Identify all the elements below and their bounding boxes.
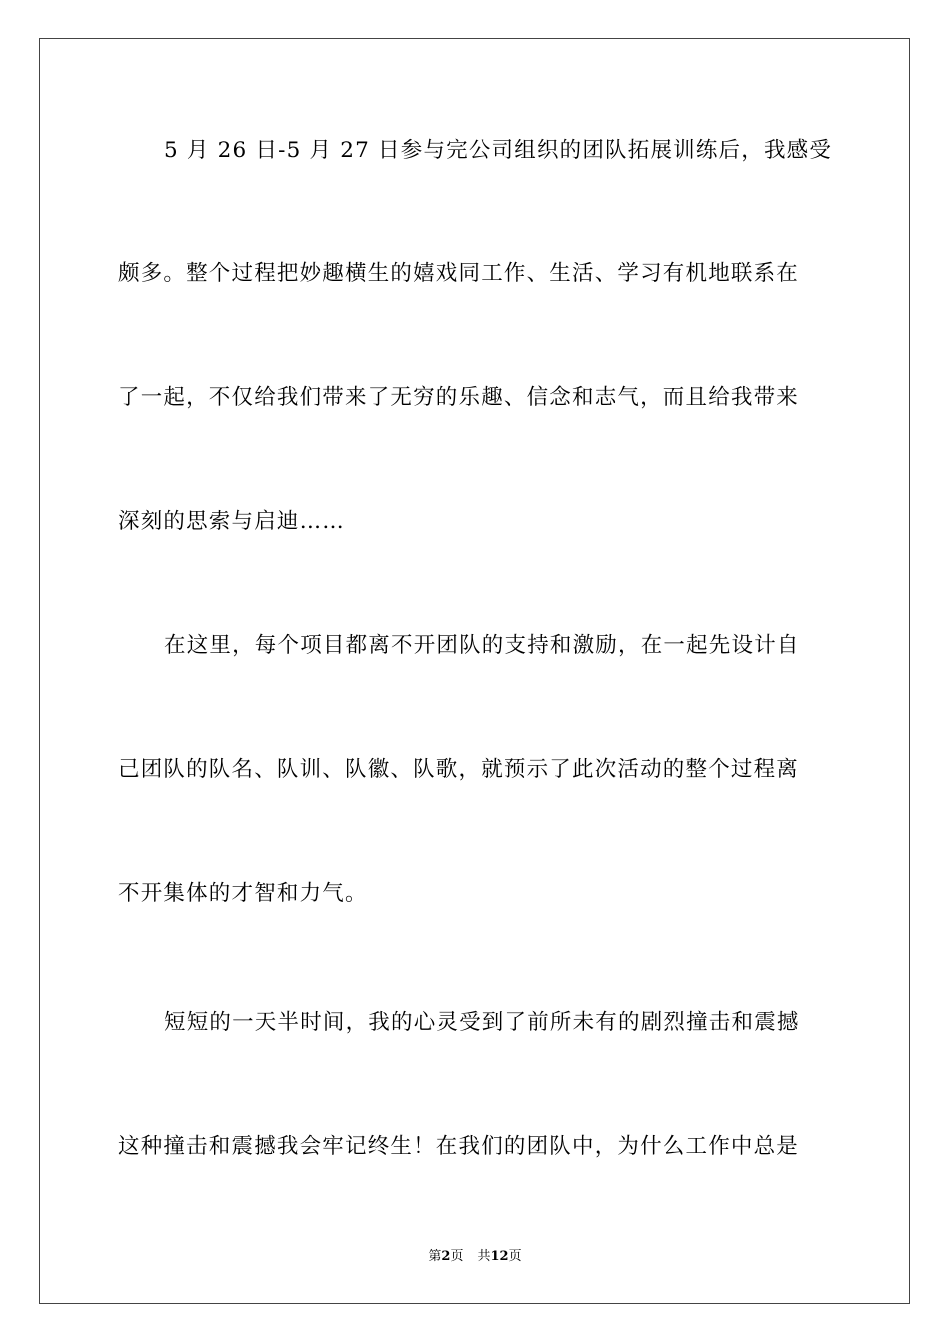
paragraph-line: 短短的一天半时间，我的心灵受到了前所未有的剧烈撞击和震撼 <box>164 1010 800 1035</box>
page-number: 2 <box>441 1249 451 1264</box>
paragraph-line: 颇多。整个过程把妙趣横生的嬉戏同工作、生活、学习有机地联系在 <box>118 261 800 286</box>
total-suffix: 页 <box>508 1249 522 1264</box>
paragraph-line: 深刻的思索与启迪…… <box>118 509 346 534</box>
paragraph-line: 了一起，不仅给我们带来了无穷的乐趣、信念和志气，而且给我带来 <box>118 385 800 410</box>
page-border <box>39 38 910 1304</box>
paragraph-line: 在这里，每个项目都离不开团队的支持和激励，在一起先设计自 <box>164 633 800 658</box>
paragraph-line: 己团队的队名、队训、队徽、队歌，就预示了此次活动的整个过程离 <box>118 757 800 782</box>
paragraph-line: 5 月 26 日-5 月 27 日参与完公司组织的团队拓展训练后，我感受 <box>164 138 833 163</box>
total-prefix: 共 <box>477 1249 491 1264</box>
page-suffix: 页 <box>450 1249 464 1264</box>
page-footer <box>0 1248 950 1266</box>
total-pages: 12 <box>490 1249 509 1264</box>
page-prefix: 第 <box>428 1249 442 1264</box>
paragraph-line: 这种撞击和震撼我会牢记终生！在我们的团队中，为什么工作中总是 <box>118 1134 800 1159</box>
paragraph-line: 不开集体的才智和力气。 <box>118 881 368 906</box>
